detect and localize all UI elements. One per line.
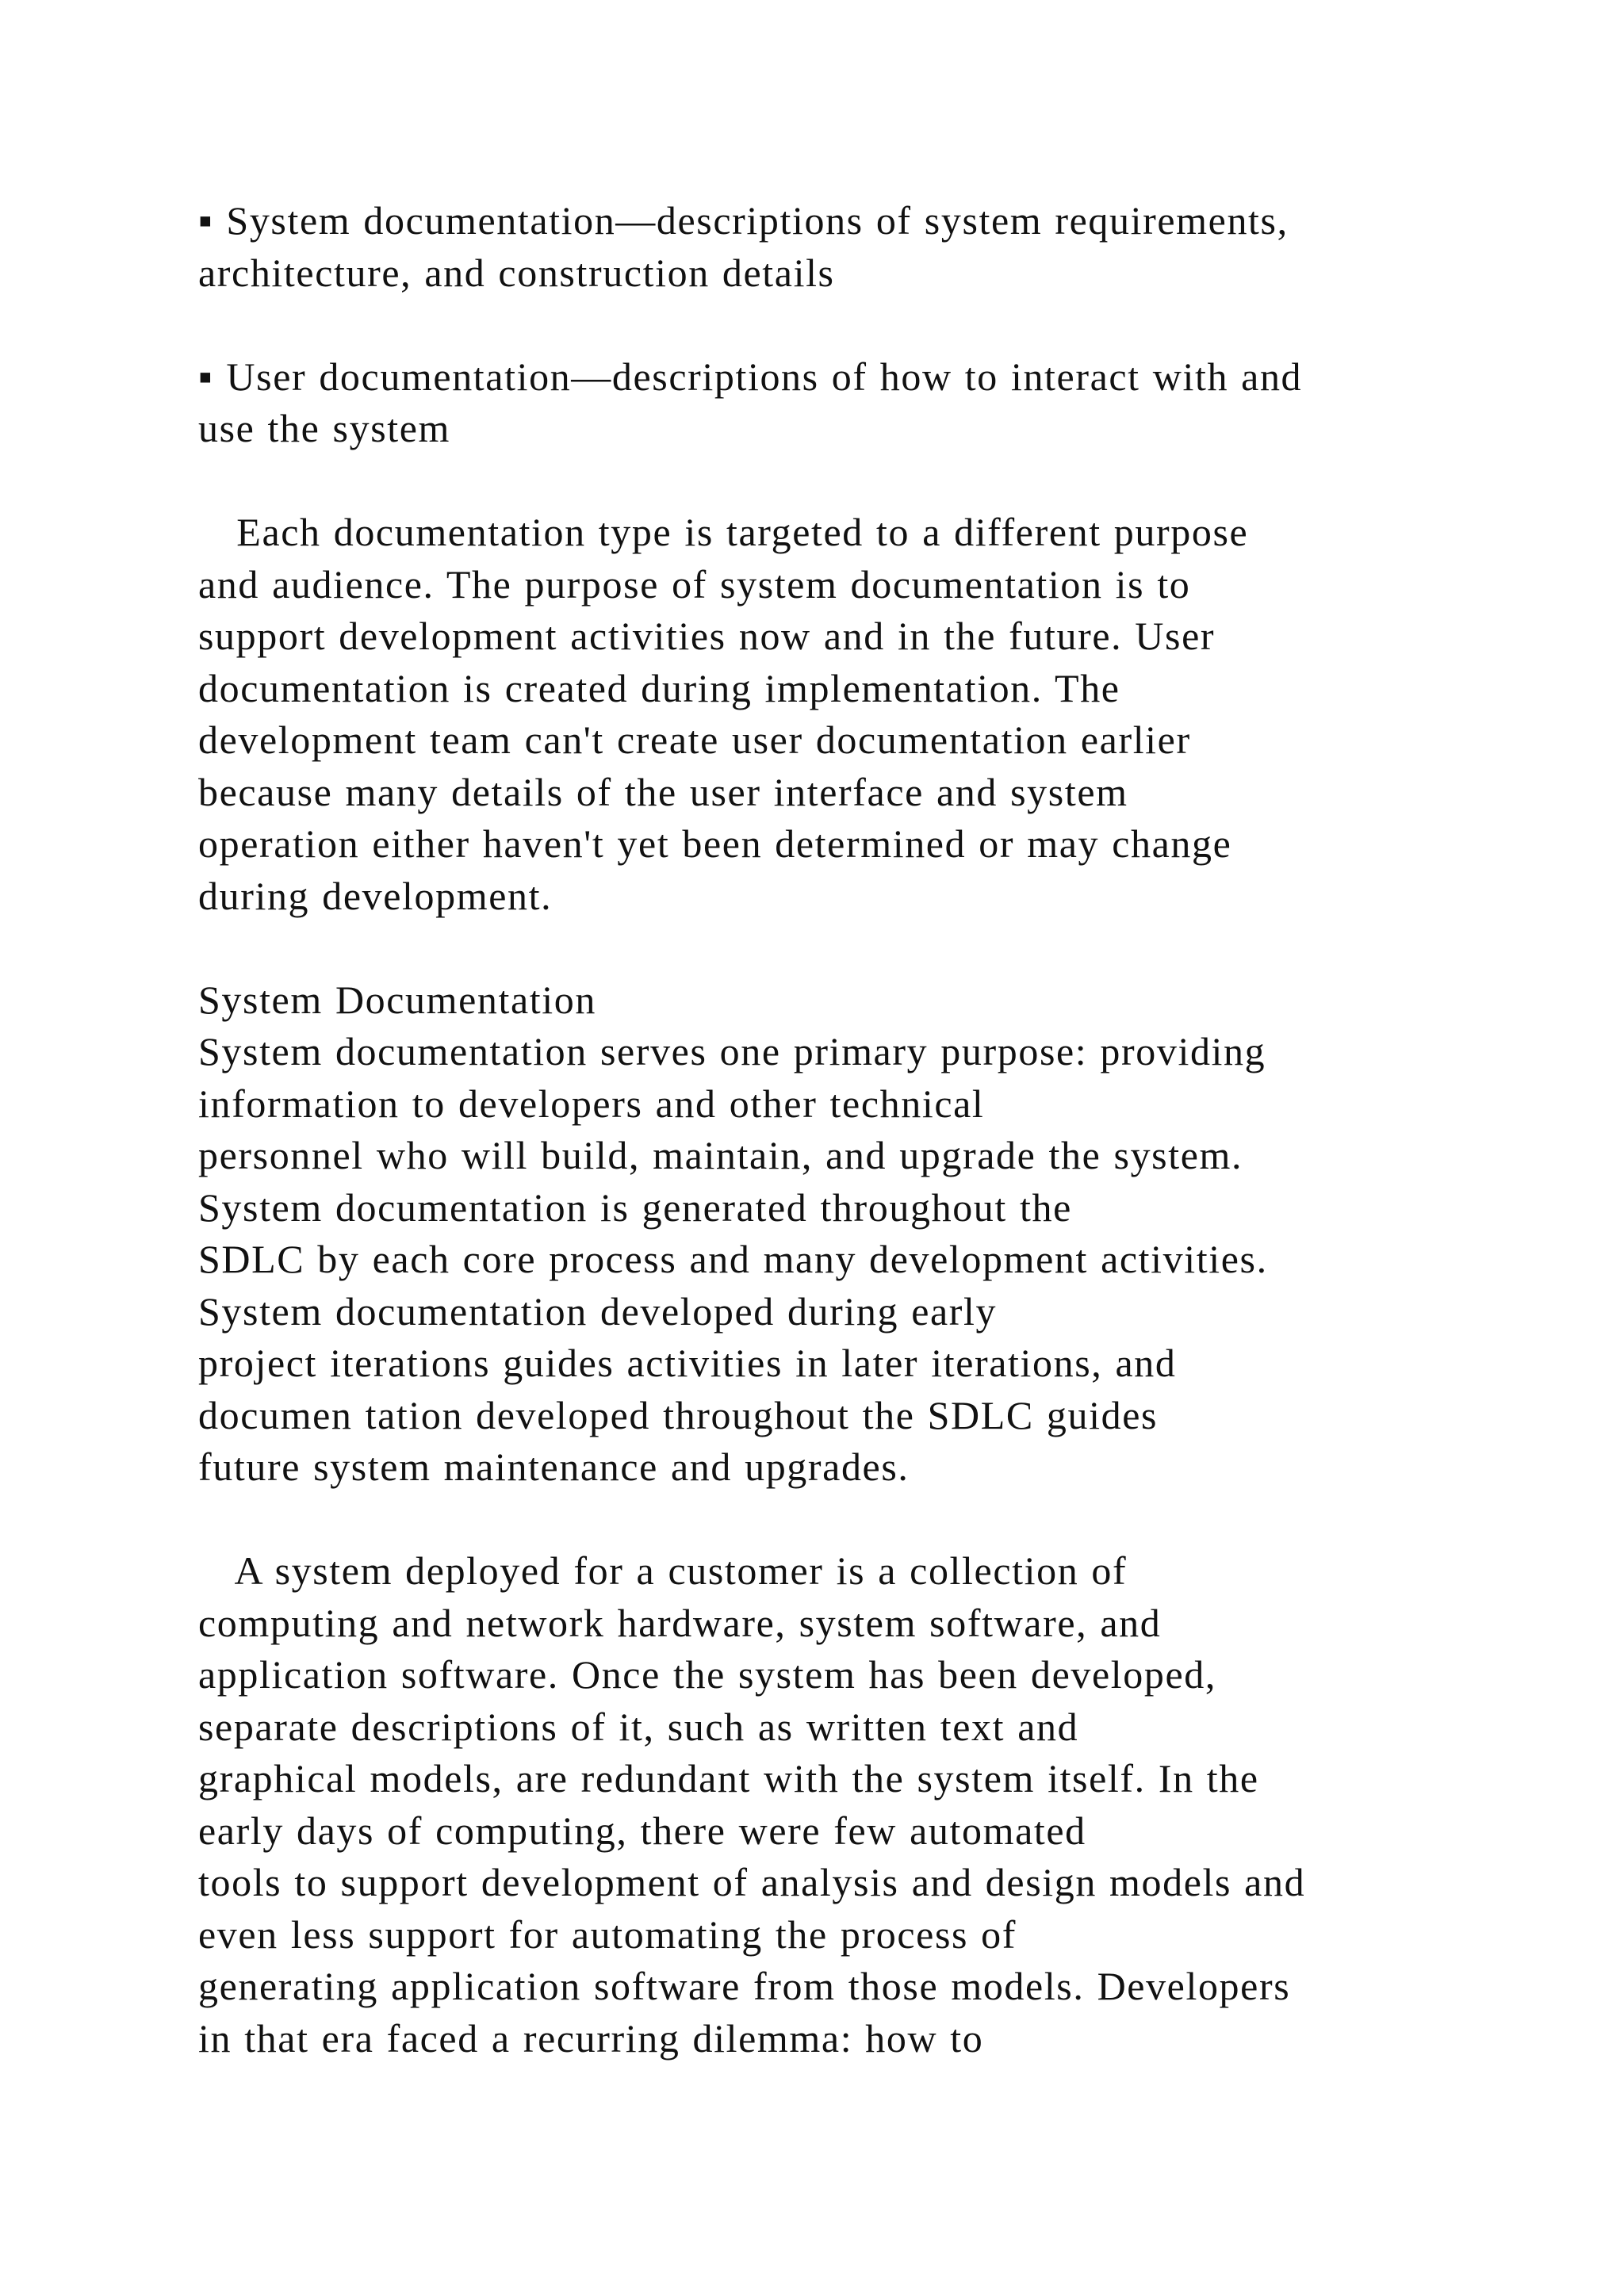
paragraph-gap [198, 1494, 1499, 1546]
text-line: use the system [198, 406, 451, 450]
text-line: because many details of the user interface and system [198, 769, 1128, 814]
text-line: separate descriptions of it, such as written text and [198, 1704, 1079, 1749]
text-line: operation either haven't yet been determined or may change [198, 821, 1232, 866]
text-line: support development activities now and in the future. User [198, 614, 1216, 658]
text-line: computing and network hardware, system software, and [198, 1600, 1162, 1645]
text-line: A system deployed for a customer is a collection of [198, 1548, 1128, 1593]
text-line: during development. [198, 873, 553, 918]
text-line: personnel who will build, maintain, and upgrade the system. [198, 1133, 1243, 1177]
text-line: System documentation is generated throughout the [198, 1184, 1072, 1230]
document-body [198, 195, 1499, 2064]
text-line: tools to support development of analysis and design models and [198, 1860, 1306, 1904]
text-line: documen tation developed throughout the SDLC guides [198, 1392, 1159, 1437]
text-line: and audience. The purpose of system documentation is to [198, 561, 1191, 607]
text-line: future system maintenance and upgrades. [198, 1445, 910, 1489]
text-line: System documentation developed during early [198, 1288, 998, 1334]
text-line: documentation is created during implementation. The [198, 665, 1120, 710]
text-line: in that era faced a recurring dilemma: how to [198, 2015, 984, 2061]
text-line: ▪ User documentation—descriptions of how to interact with and [198, 354, 1303, 399]
text-line: development team can't create user documentation earlier [198, 718, 1191, 762]
text-line: graphical models, are redundant with the system itself. In the [198, 1756, 1259, 1800]
text-line: application software. Once the system has been developed, [198, 1652, 1216, 1697]
bullet-user-documentation [198, 351, 1499, 455]
text-line: ▪ System documentation—descriptions of system requirements, [198, 198, 1289, 243]
paragraph-gap [198, 922, 1499, 974]
text-line: architecture, and construction details [198, 250, 835, 295]
text-line: Each documentation type is targeted to a different purpose [198, 510, 1249, 554]
paragraph-deployed-system [198, 1545, 1499, 2064]
text-line: information to developers and other technical [198, 1081, 985, 1126]
text-line: early days of computing, there were few automated [198, 1808, 1086, 1853]
paragraph-gap [198, 455, 1499, 507]
text-line: even less support for automating the process of [198, 1911, 1017, 1957]
text-line: generating application software from those models. Developers [198, 1964, 1291, 2008]
bullet-system-documentation [198, 195, 1499, 299]
paragraph-gap [198, 299, 1499, 351]
text-line: System documentation serves one primary purpose: providing [198, 1029, 1266, 1073]
text-line: SDLC by each core process and many development activities. [198, 1237, 1268, 1281]
paragraph-system-documentation [198, 1026, 1499, 1494]
paragraph-documentation-types [198, 507, 1499, 922]
section-heading: System Documentation [198, 977, 596, 1022]
text-line: project iterations guides activities in later iterations, and [198, 1341, 1177, 1385]
